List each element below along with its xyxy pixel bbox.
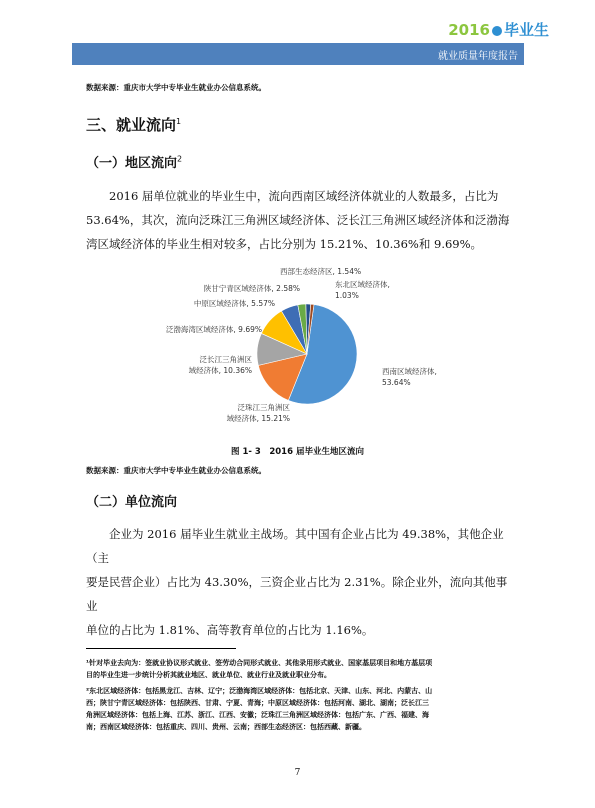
report-logo: [448, 19, 549, 40]
pie-slice-label: 西部生态经济区, 1.54%: [280, 267, 362, 276]
logo-year: 2016: [448, 21, 490, 39]
footnote-line: 角洲区域经济体：包括上海、江苏、浙江、江西、安徽；泛珠江三角洲区域经济体：包括广东、广西、福建、海: [86, 711, 429, 719]
page-number: 7: [294, 768, 301, 778]
footnote-line: 南；西南区域经济体：包括重庆、四川、贵州、云南；西部生态经济区：包括西藏、新疆。: [86, 723, 366, 731]
region-paragraph: [86, 184, 511, 256]
unit-paragraph-line: 要是民营企业）占比为 43.30%，三资企业占比为 2.31%。除企业外，流向其他事业: [86, 575, 508, 613]
pie-slice-label: 泛珠江三角洲区域经济体, 15.21%: [226, 403, 290, 423]
region-paragraph-line: 53.64%，其次，流向泛珠江三角洲区域经济体、泛长江三角洲区域经济体和泛渤海: [86, 213, 510, 227]
pie-slice-label: 中原区域经济体, 5.57%: [193, 299, 275, 308]
footnote-line: ²东北区域经济体：包括黑龙江、吉林、辽宁；泛渤海湾区域经济体：包括北京、天津、山东、河北、内蒙古、山: [86, 687, 433, 695]
footnote-ref-1: 1: [176, 117, 182, 126]
footnote-ref-2: 2: [177, 154, 183, 164]
region-paragraph-line: 2016 届单位就业的毕业生中，流向西南区域经济体就业的人数最多，占比为: [109, 189, 499, 203]
header-bar: [72, 43, 524, 65]
data-source-top: 数据来源：重庆市大学中专毕业生就业办公信息系统。: [86, 83, 266, 92]
footnote-line: 目的毕业生进一步统计分析其就业地区、就业单位、就业行业及就业职业分布。: [86, 671, 331, 679]
footnote-2: [86, 685, 514, 733]
pie-slice-label: 泛长江三角洲区域经济体, 10.36%: [188, 355, 252, 375]
logo-mark-icon: [492, 26, 502, 36]
footnote-line: 西；陕甘宁青区域经济体：包括陕西、甘肃、宁夏、青海；中原区域经济体：包括河南、湖北、湖南；泛长江三: [86, 699, 429, 707]
logo-text: 毕业生: [503, 21, 549, 39]
figure-caption: 图 1- 3 2016 届毕业生地区流向: [231, 447, 364, 457]
report-title: 就业质量年度报告: [438, 51, 518, 62]
pie-slice-label: 陕甘宁青区域经济体, 2.58%: [203, 284, 300, 293]
section-3-title: 三、就业流向: [86, 116, 177, 134]
pie-slice-label: 东北区域经济体, 1.03%: [335, 280, 390, 300]
region-pie-chart: [140, 262, 460, 437]
region-paragraph-line: 湾区域经济体的毕业生相对较多，占比分别为 15.21%、10.36%和 9.69%。: [86, 237, 483, 251]
region-flow-title: （一）地区流向: [86, 156, 178, 171]
footnote-divider: [86, 648, 236, 649]
unit-paragraph-line: 企业为 2016 届毕业生就业主战场。其中国有企业占比为 49.38%，其他企业（主: [86, 527, 504, 565]
pie-slice-label: 泛渤海湾区域经济体, 9.69%: [165, 325, 262, 334]
unit-paragraph-line: 单位的占比为 1.81%、高等教育单位的占比为 1.16%。: [86, 623, 374, 637]
footnote-line: ¹针对毕业去向为：签就业协议形式就业、签劳动合同形式就业、其他录用形式就业、国家基层项目和地方基层项: [86, 659, 433, 667]
unit-flow-heading: （二）单位流向: [86, 495, 178, 510]
pie-slice-label: 西南区域经济体, 53.64%: [382, 367, 437, 387]
section-3-heading: [86, 114, 181, 135]
footnote-1: [86, 657, 514, 681]
region-flow-heading: [86, 152, 182, 171]
unit-paragraph: [86, 522, 511, 642]
data-source-chart: 数据来源：重庆市大学中专毕业生就业办公信息系统。: [86, 466, 266, 475]
